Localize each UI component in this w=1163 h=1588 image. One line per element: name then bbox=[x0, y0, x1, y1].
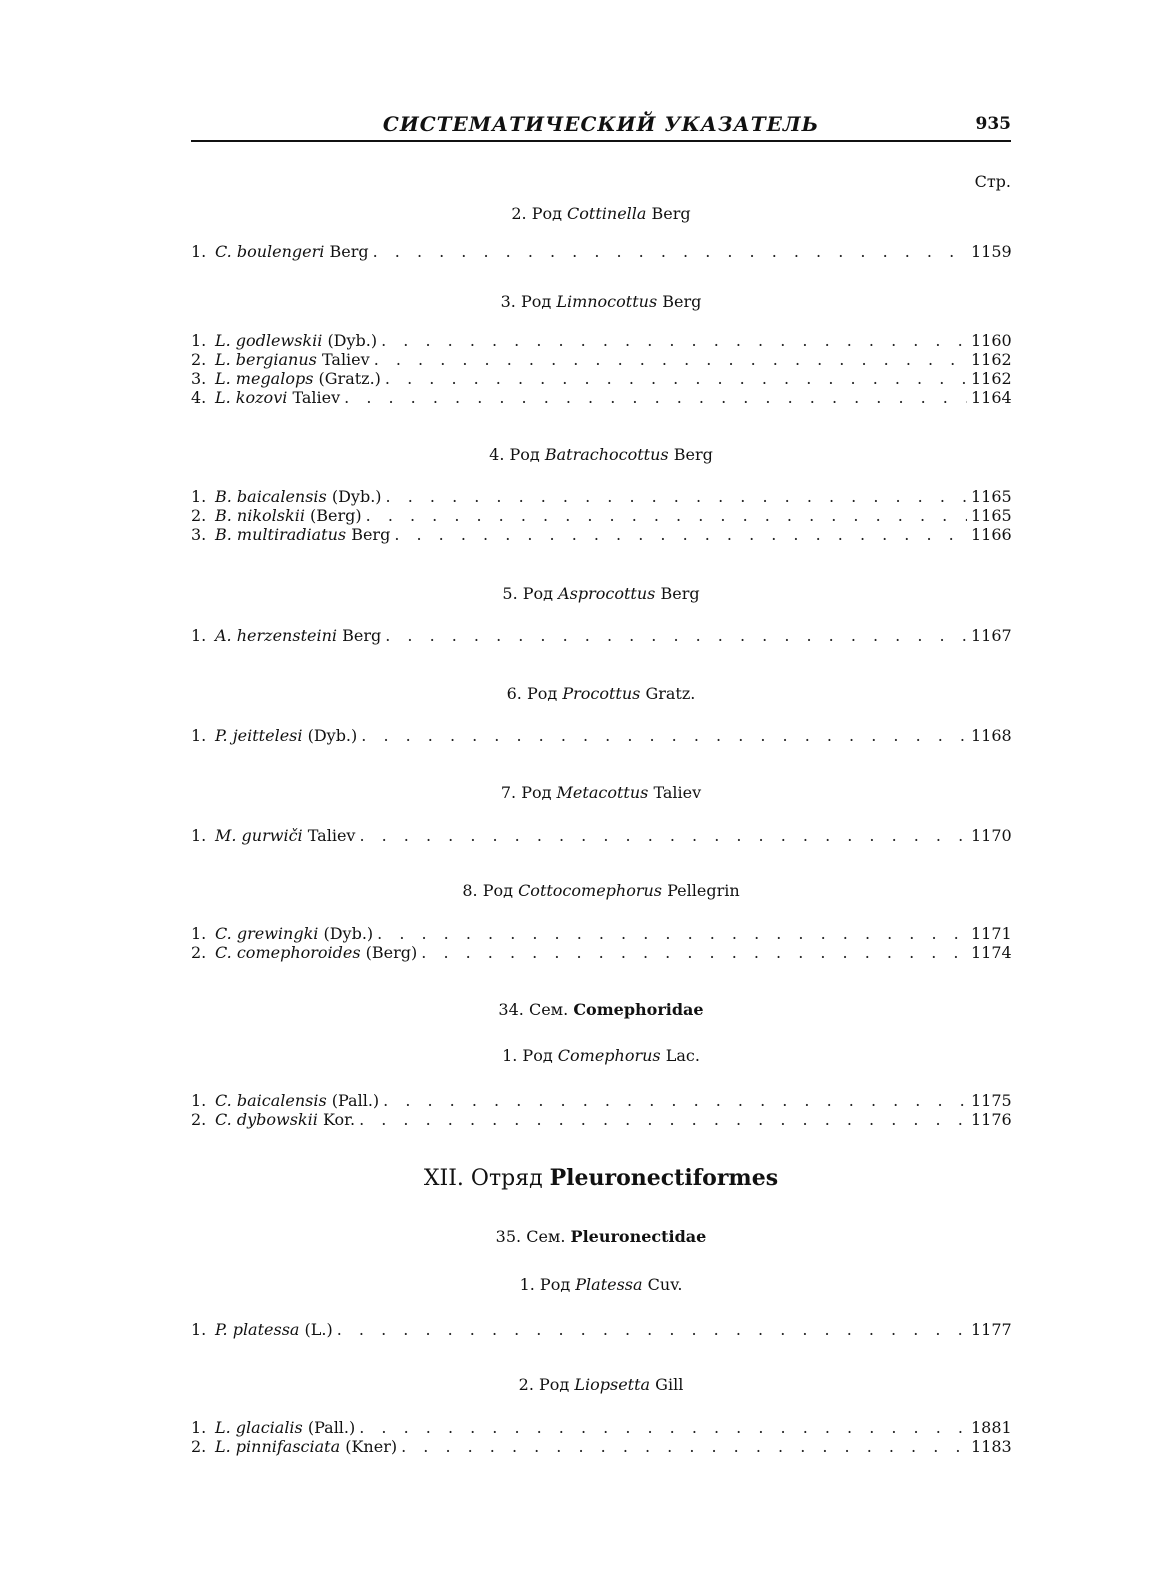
page-ref: 1170 bbox=[971, 826, 1012, 845]
leader-dots bbox=[359, 826, 967, 845]
page-ref: 1162 bbox=[971, 369, 1012, 388]
genus-heading: 5. Род Asprocottus Berg bbox=[502, 584, 700, 603]
leader-dots bbox=[385, 369, 967, 388]
page-ref: 1165 bbox=[971, 487, 1012, 506]
header-rule bbox=[191, 140, 1011, 142]
page-ref: 1176 bbox=[971, 1110, 1012, 1129]
leader-dots bbox=[359, 1110, 967, 1129]
leader-dots bbox=[385, 626, 967, 645]
page-number: 935 bbox=[975, 114, 1011, 134]
index-entry: 3. L. megalops (Gratz.) . . . 1162 bbox=[191, 369, 1011, 388]
leader-dots bbox=[401, 1437, 967, 1456]
page-ref: 1166 bbox=[971, 525, 1012, 544]
page-ref: 1171 bbox=[971, 924, 1012, 943]
genus-heading: 6. Род Procottus Gratz. bbox=[506, 684, 696, 703]
index-entry: 1. A. herzensteini Berg . . . 1167 bbox=[191, 626, 1011, 645]
page-ref: 1159 bbox=[971, 242, 1012, 261]
index-entry: 3. B. multiradiatus Berg . . . 1166 bbox=[191, 525, 1011, 544]
index-entry: 2. B. nikolskii (Berg) . . . 1165 bbox=[191, 506, 1011, 525]
index-entry: 2. L. bergianus Taliev . . . 1162 bbox=[191, 350, 1011, 369]
page-ref: 1162 bbox=[971, 350, 1012, 369]
genus-heading: 1. Род Platessa Cuv. bbox=[519, 1275, 683, 1294]
leader-dots bbox=[383, 1091, 967, 1110]
index-entry: 1. P. jeittelesi (Dyb.) . . . 1168 bbox=[191, 726, 1011, 745]
page-ref: 1167 bbox=[971, 626, 1012, 645]
running-title: СИСТЕМАТИЧЕСКИЙ УКАЗАТЕЛЬ bbox=[382, 112, 820, 136]
index-entry: 1. B. baicalensis (Dyb.) . . . 1165 bbox=[191, 487, 1011, 506]
leader-dots bbox=[359, 1418, 967, 1437]
index-entry: 1. C. boulengeri Berg . . . 1159 bbox=[191, 242, 1011, 261]
genus-heading: 8. Род Cottocomephorus Pellegrin bbox=[462, 881, 740, 900]
genus-heading: 1. Род Comephorus Lac. bbox=[502, 1046, 700, 1065]
genus-heading: 2. Род Cottinella Berg bbox=[511, 204, 691, 223]
leader-dots bbox=[394, 525, 967, 544]
family-heading: 34. Сем. Comephoridae bbox=[498, 1000, 704, 1019]
leader-dots bbox=[366, 506, 967, 525]
index-entry: 1. C. baicalensis (Pall.) . . . 1175 bbox=[191, 1091, 1011, 1110]
genus-heading: 3. Род Limnocottus Berg bbox=[500, 292, 702, 311]
page-column-label: Стр. bbox=[974, 172, 1011, 191]
order-heading: XII. Отряд Pleuronectiformes bbox=[423, 1165, 779, 1191]
genus-heading: 4. Род Batrachocottus Berg bbox=[489, 445, 713, 464]
page-ref: 1175 bbox=[971, 1091, 1012, 1110]
page-ref: 1168 bbox=[971, 726, 1012, 745]
index-entry: 2. L. pinnifasciata (Kner) . . . 1183 bbox=[191, 1437, 1011, 1456]
index-entry: 2. C. comephoroides (Berg) . . . 1174 bbox=[191, 943, 1011, 962]
leader-dots bbox=[373, 242, 967, 261]
genus-heading: 2. Род Liopsetta Gill bbox=[518, 1375, 684, 1394]
page-ref: 1164 bbox=[971, 388, 1012, 407]
leader-dots bbox=[381, 331, 967, 350]
leader-dots bbox=[386, 487, 967, 506]
leader-dots bbox=[361, 726, 967, 745]
leader-dots bbox=[377, 924, 967, 943]
page-ref: 1881 bbox=[971, 1418, 1012, 1437]
index-entry: 1. L. godlewskii (Dyb.) . . . 1160 bbox=[191, 331, 1011, 350]
page-ref: 1165 bbox=[971, 506, 1012, 525]
page-ref: 1183 bbox=[971, 1437, 1012, 1456]
index-entry: 1. C. grewingki (Dyb.) . . . 1171 bbox=[191, 924, 1011, 943]
index-entry: 1. M. gurwiči Taliev . . . 1170 bbox=[191, 826, 1011, 845]
index-entry: 1. P. platessa (L.) . . . 1177 bbox=[191, 1320, 1011, 1339]
page-ref: 1160 bbox=[971, 331, 1012, 350]
page-ref: 1177 bbox=[971, 1320, 1012, 1339]
leader-dots bbox=[374, 350, 967, 369]
leader-dots bbox=[344, 388, 967, 407]
index-entry: 4. L. kozovi Taliev . . . 1164 bbox=[191, 388, 1011, 407]
page-header bbox=[191, 112, 1011, 142]
index-entry: 2. C. dybowskii Kor. . . . 1176 bbox=[191, 1110, 1011, 1129]
leader-dots bbox=[337, 1320, 967, 1339]
family-heading: 35. Сем. Pleuronectidae bbox=[495, 1227, 707, 1246]
genus-heading: 7. Род Metacottus Taliev bbox=[500, 783, 702, 802]
leader-dots bbox=[421, 943, 967, 962]
index-entry: 1. L. glacialis (Pall.) . . . 1881 bbox=[191, 1418, 1011, 1437]
page-ref: 1174 bbox=[971, 943, 1012, 962]
